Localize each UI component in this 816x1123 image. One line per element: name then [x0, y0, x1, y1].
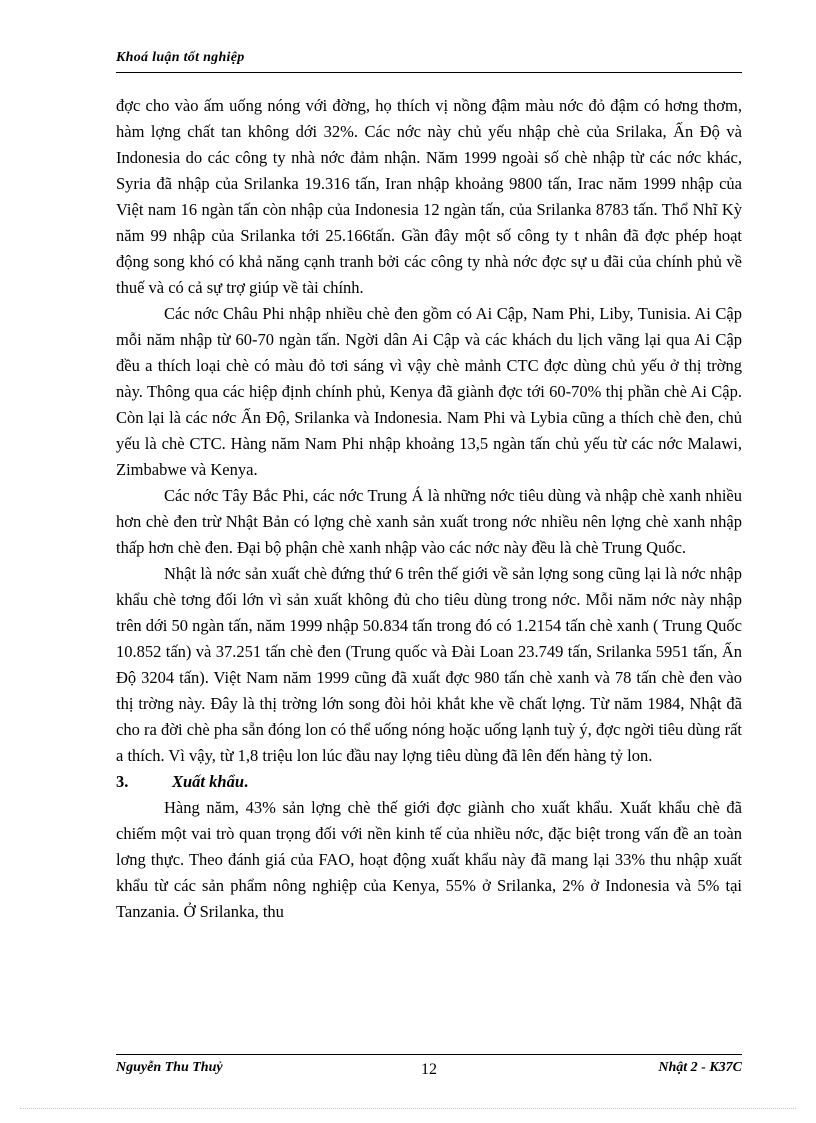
paragraph: Các nớc Châu Phi nhập nhiều chè đen gồm có Ai Cập, Nam Phi, Liby, Tunisia. Ai Cập mỗi năm nhập từ 60-70 ngàn tấn. Ngời dân Ai Cập và các khách du lịch vãng lại qua Ai Cập đều a thích loại chè có màu đỏ tơi sáng vì vậy chè mảnh CTC đợc dùng chủ yếu ở thị trờng này. Thông qua các hiệp định chính phủ, Kenya đã giành đợc tới 60-70% thị phần chè Ai Cập. Còn lại là các nớc Ấn Độ, Srilanka và Indonesia. Nam Phi và Lybia cũng a thích chè đen, chủ yếu là chè CTC. Hàng năm Nam Phi nhập khoảng 13,5 ngàn tấn chủ yếu từ các nớc Malawi, Zimbabwe và Kenya.	[116, 304, 742, 479]
header-rule	[116, 72, 742, 73]
paragraph: Nhật là nớc sản xuất chè đứng thứ 6 trên thế giới về sản lợng song cũng lại là nớc nhập khẩu chè tơng đối lớn vì sản xuất không đủ cho tiêu dùng trong nớc. Mỗi năm nớc này nhập trên dới 50 ngàn tấn, năm 1999 nhập 50.834 tấn trong đó có 1.2154 tấn chè xanh ( Trung Quốc 10.852 tấn) và 37.251 tấn chè đen (Trung quốc và Đài Loan 23.749 tấn, Srilanka 5951 tấn, Ấn Độ 3204 tấn). Việt Nam năm 1999 cũng đã xuất đợc 980 tấn chè xanh và 78 tấn chè đen vào thị trờng này. Đây là thị trờng lớn song đòi hỏi khắt khe về chất lợng. Từ năm 1984, Nhật đã cho ra đời chè pha sẵn đóng lon có thể uống nóng hoặc uống lạnh tuỳ ý, đợc ngời tiêu dùng rất a thích. Vì vậy, từ 1,8 triệu lon lúc đầu nay lợng tiêu dùng đã lên đến hàng tỷ lon.	[116, 564, 742, 765]
header-title: Khoá luận tốt nghiệp	[116, 50, 245, 65]
footer	[116, 1060, 742, 1082]
section-title-period: .	[244, 772, 249, 791]
paragraph: Các nớc Tây Bắc Phi, các nớc Trung Á là những nớc tiêu dùng và nhập chè xanh nhiều hơn chè đen trừ Nhật Bản có lợng chè xanh sản xuất trong nớc nhiều nên lợng chè xanh nhập thấp hơn chè đen. Đại bộ phận chè xanh nhập vào các nớc này đều là chè Trung Quốc.	[116, 486, 742, 557]
page-number: 12	[421, 1061, 437, 1078]
section-title: Xuất khẩu	[172, 772, 244, 791]
footer-rule	[116, 1054, 742, 1055]
section-heading	[116, 769, 742, 795]
paragraph: Hàng năm, 43% sản lợng chè thế giới đợc giành cho xuất khẩu. Xuất khẩu chè đã chiếm một vai trò quan trọng đối với nền kinh tế của nhiều nớc, đặc biệt trong vấn đề an toàn lơng thực. Theo đánh giá của FAO, hoạt động xuất khẩu này đã mang lại 33% thu nhập xuất khẩu từ các sản phẩm nông nghiệp của Kenya, 55% ở Srilanka, 2% ở Indonesia và 5% tại Tanzania. Ở Srilanka, thu	[116, 798, 742, 921]
paragraph: đợc cho vào ấm uống nóng với đờng, họ thích vị nồng đậm màu nớc đỏ đậm có hơng thơm, hàm lợng chất tan không dới 32%. Các nớc này chủ yếu nhập chè của Srilaka, Ấn Độ và Indonesia do các công ty nhà nớc đảm nhận. Năm 1999 ngoài số chè nhập từ các nớc khác, Syria đã nhập của Srilanka 19.316 tấn, Iran nhập khoảng 9800 tấn, Irac năm 1999 nhập của Việt nam 16 ngàn tấn còn nhập của Indonesia 12 ngàn tấn, của Srilanka 8783 tấn. Thổ Nhĩ Kỳ năm 99 nhập của Srilanka tới 25.166tấn. Gần đây một số công ty t nhân đã đợc phép hoạt động song khó có khả năng cạnh tranh bởi các công ty nhà nớc đợc sự u đãi của chính phủ về thuế và có cả sự trợ giúp về tài chính.	[116, 96, 742, 297]
section-number: 3.	[116, 772, 129, 791]
footer-author: Nguyễn Thu Thuỷ	[116, 1060, 223, 1075]
footer-class: Nhật 2 - K37C	[658, 1060, 742, 1075]
body-text	[116, 93, 742, 925]
page-edge-divider	[20, 1108, 796, 1109]
